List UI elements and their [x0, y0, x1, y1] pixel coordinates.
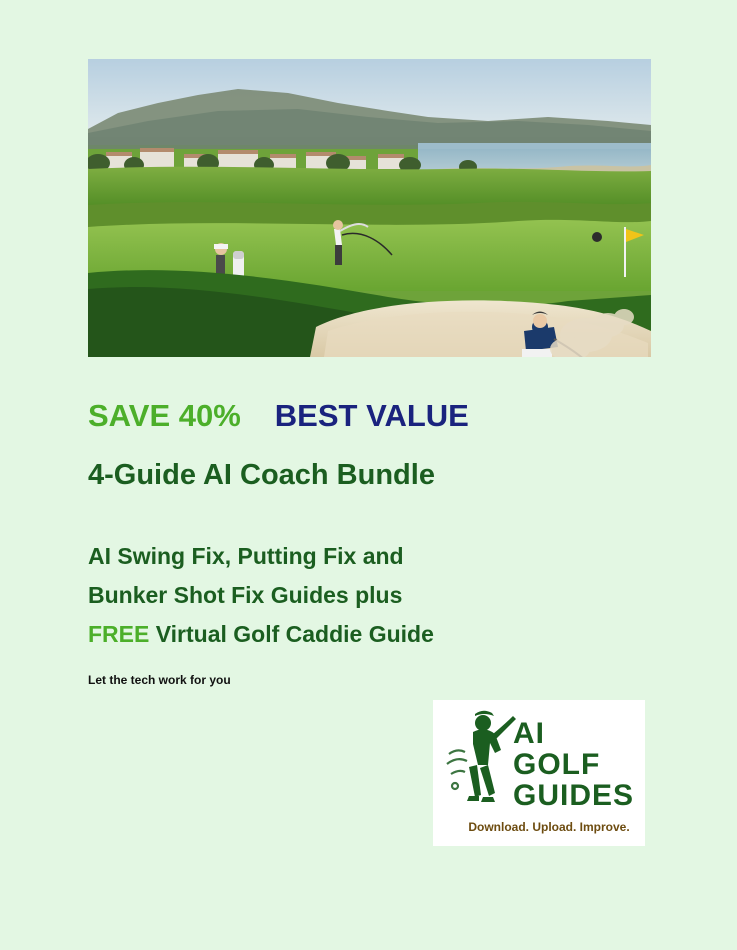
body-line-3-rest: Virtual Golf Caddie Guide — [149, 621, 434, 647]
golfer-standing-right — [592, 232, 602, 242]
brand-line-2: GOLF — [513, 748, 601, 781]
headline-row — [88, 398, 668, 434]
body-line-3 — [88, 615, 688, 654]
brand-logo — [439, 704, 639, 842]
save-label: SAVE 40% — [88, 398, 241, 433]
brand-line-3: GUIDES — [513, 779, 635, 812]
page-title: 4-Guide AI Coach Bundle — [88, 459, 435, 491]
best-value-label: BEST VALUE — [274, 398, 469, 433]
body-line-2: Bunker Shot Fix Guides plus — [88, 582, 403, 608]
golfer-silhouette-icon — [443, 710, 517, 822]
brand-logo-card — [433, 700, 645, 846]
tagline: Let the tech work for you — [88, 673, 231, 687]
hero-photo — [88, 59, 651, 357]
golf-course-illustration — [88, 59, 651, 357]
free-highlight: FREE — [88, 621, 150, 647]
body-copy — [88, 537, 688, 654]
body-line-1: AI Swing Fix, Putting Fix and — [88, 543, 404, 569]
brand-line-1: AI — [513, 717, 545, 750]
brand-logo-text — [513, 718, 634, 811]
brand-tagline: Download. Upload. Improve. — [468, 820, 630, 834]
